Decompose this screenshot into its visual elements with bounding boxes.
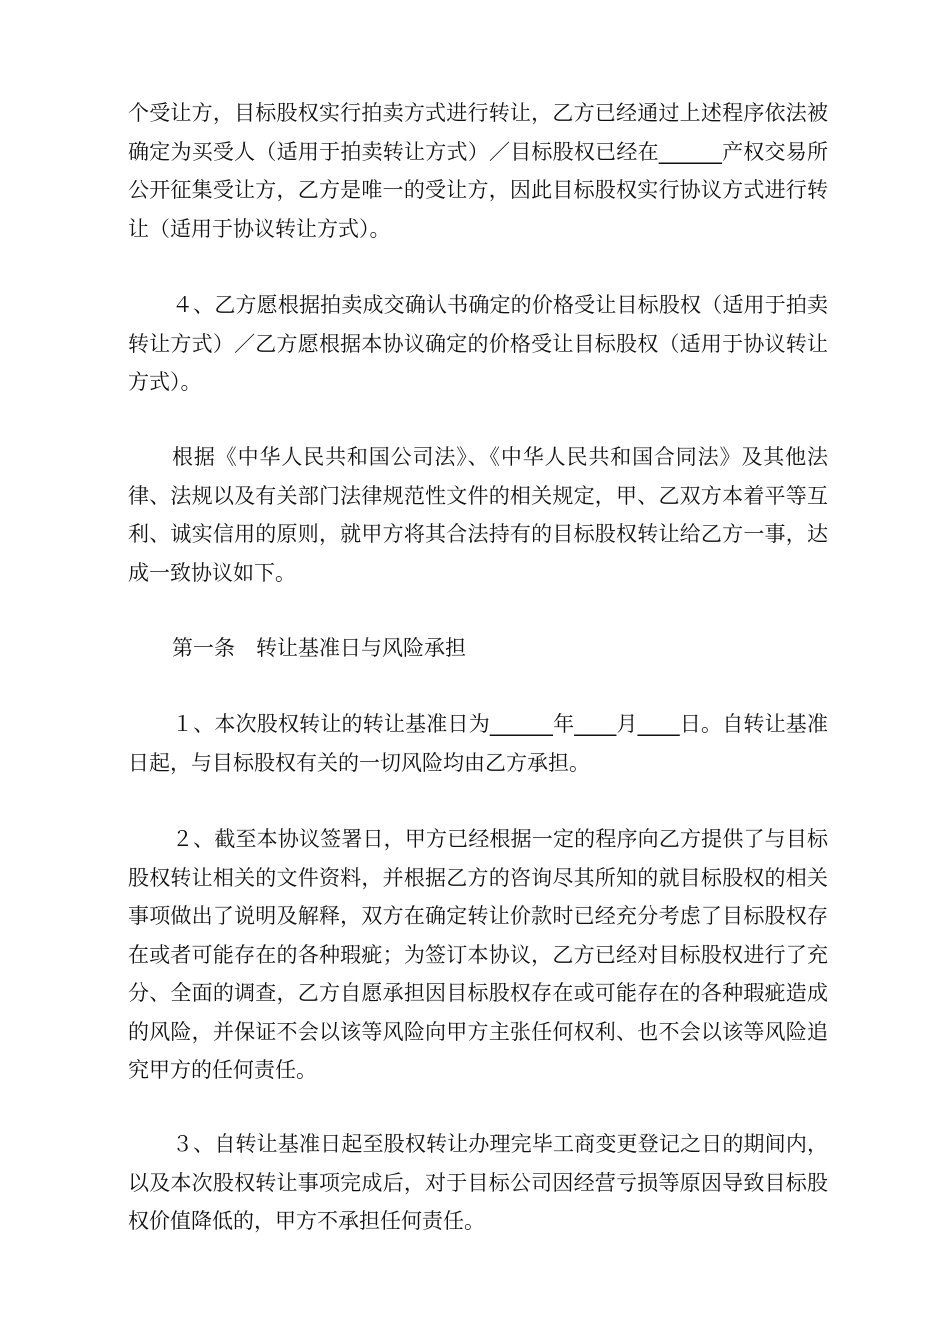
article-1-heading: 第一条 转让基准日与风险承担 — [172, 636, 466, 660]
paragraph-article-1-item-3: ３、自转让基准日起至股权转让办理完毕工商变更登记之日的期间内，以及本次股权转让事项完成后，对于目标公司因经营亏损等原因导致目标股权价值降低的，甲方不承担任何责任。 — [128, 1132, 828, 1233]
paragraph-continuation: 个受让方，目标股权实行拍卖方式进行转让，乙方已经通过上述程序依法被确定为买受人（适用于拍卖转让方式）／目标股权已经在______产权交易所公开征集受让方，乙方是唯一的受让方，因此目标股权实行协议方式进行转让（适用于协议转让方式）。 — [128, 101, 828, 241]
paragraph-article-1-item-2: ２、截至本协议签署日，甲方已经根据一定的程序向乙方提供了与目标股权转让相关的文件资料，并根据乙方的咨询尽其所知的就目标股权的相关事项做出了说明及解释，双方在确定转让价款时已经充分考虑了目标股权存在或者可能存在的各种瑕疵；为签订本协议，乙方已经对目标股权进行了充分、全面的调查，乙方自愿承担因目标股权存在或可能存在的各种瑕疵造成的风险，并保证不会以该等风险向甲方主张任何权利、也不会以该等风险追究甲方的任何责任。 — [128, 827, 828, 1082]
paragraph-legal-basis: 根据《中华人民共和国公司法》、《中华人民共和国合同法》及其他法律、法规以及有关部门法律规范性文件的相关规定，甲、乙双方本着平等互利、诚实信用的原则，就甲方将其合法持有的目标股权转让给乙方一事，达成一致协议如下。 — [128, 445, 828, 585]
paragraph-article-1-item-1: １、本次股权转让的转让基准日为______年____月____日。自转让基准日起，与目标股权有关的一切风险均由乙方承担。 — [128, 712, 828, 775]
paragraph-clause-4: ４、乙方愿根据拍卖成交确认书确定的价格受让目标股权（适用于拍卖转让方式）／乙方愿根据本协议确定的价格受让目标股权（适用于协议转让方式）。 — [128, 293, 828, 394]
